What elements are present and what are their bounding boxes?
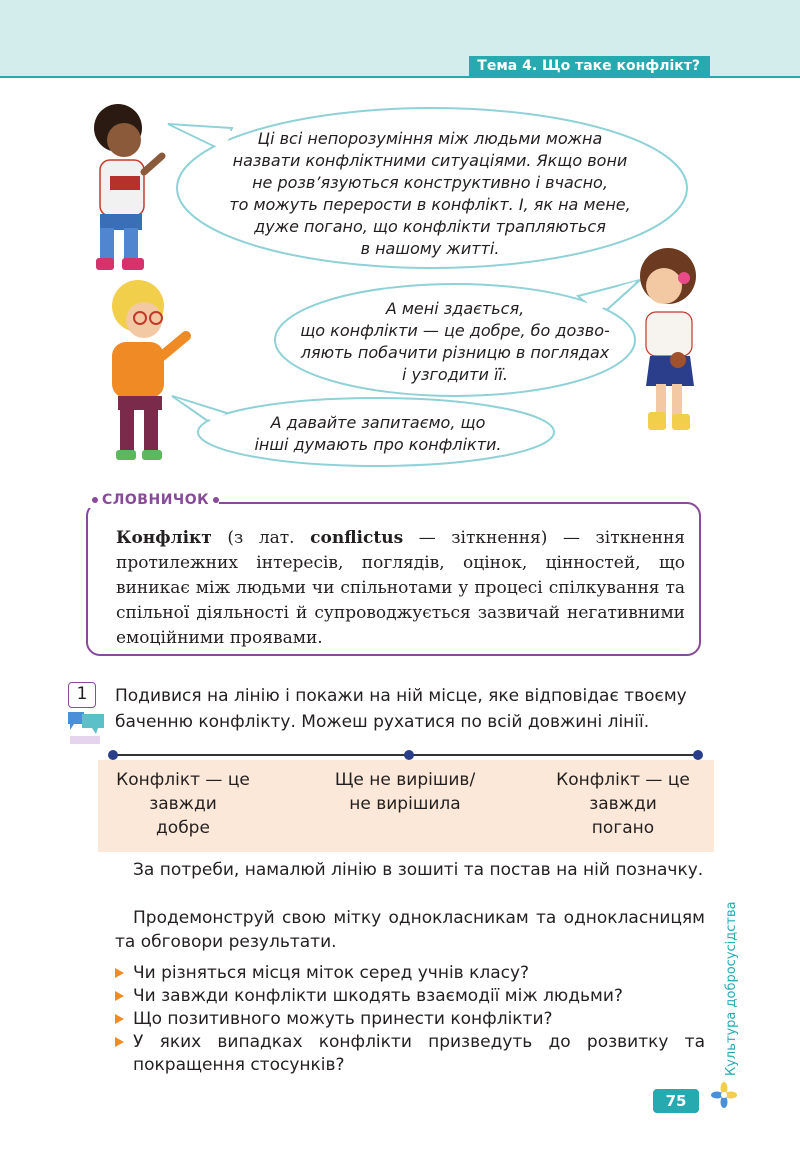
- speech-line: то можуть перерости в конфлікт. І, як на мене,: [229, 195, 631, 214]
- speech-line: інші думають про конфлікти.: [254, 435, 502, 454]
- character-boy-curly: [94, 104, 162, 270]
- question-list: [113, 962, 705, 1077]
- paragraph-draw-line: За потреби, намалюй лінію в зошиті та постав на ній позначку.: [133, 860, 704, 880]
- discussion-icon: [66, 710, 106, 746]
- character-boy-glasses: [112, 280, 186, 460]
- glossary-label: СЛОВНИЧОК: [86, 492, 219, 508]
- speech-line: А мені здається,: [385, 299, 525, 318]
- character-girl: [640, 248, 696, 430]
- speech-line: і узгодити її.: [402, 365, 508, 384]
- glossary-text: [116, 526, 685, 651]
- speech-line: назвати конфліктними ситуаціями. Якщо вони: [232, 151, 628, 170]
- bullet-arrow-icon: [115, 991, 124, 1001]
- glossary-definition: зіткнення протилежних інтересів, поглядів, оцінок, цінностей, що виникає між людьми чи спільнотами у процесі спілкування та спільної діяльності й супроводжується зазвичай негативними емоційними проявами.: [116, 528, 686, 648]
- speech-line: ляють побачити різницю в поглядах: [300, 343, 610, 362]
- glossary-latin: conflictus: [310, 528, 404, 548]
- list-item: Чи завжди конфлікти шкодять взаємодії між людьми?: [113, 985, 705, 1008]
- speech-line: не розв’язуються конструктивно і вчасно,: [252, 173, 608, 192]
- scale-label-left: Конфлікт — це завжди добре: [116, 770, 250, 838]
- topic-title: Тема 4. Що таке конфлікт?: [469, 56, 710, 78]
- list-item: Чи різняться місця міток серед учнів класу?: [113, 962, 705, 985]
- flower-icon: [711, 1082, 737, 1108]
- glossary-origin: (з лат.: [211, 528, 311, 548]
- list-item: У яких випадках конфлікти призведуть до розвитку та покращення стосунків?: [113, 1031, 705, 1077]
- scale-point-right[interactable]: [693, 750, 703, 760]
- bullet-arrow-icon: [115, 968, 124, 978]
- speech-line: А давайте запитаємо, що: [270, 413, 486, 432]
- dot-icon: [92, 497, 98, 503]
- section-label: Культура добросусідства: [724, 901, 739, 1076]
- list-item: Що позитивного можуть принести конфлікти?: [113, 1008, 705, 1031]
- task-instruction: Подивися на лінію і покажи на ній місце, яке відповідає твоєму баченню конфлікту. Можеш рухатися по всій довжині лінії.: [115, 686, 687, 732]
- scale-label-middle: Ще не вирішив/ не вирішила: [334, 770, 476, 814]
- paragraph-discuss: Продемонструй свою мітку однокласникам та однокласницям та обговори результати.: [115, 908, 705, 952]
- speech-line: в нашому житті.: [360, 239, 500, 258]
- dot-icon: [213, 497, 219, 503]
- speech-text-1: [200, 128, 660, 260]
- task-number: 1: [68, 682, 96, 708]
- speech-line: що конфлікти — це добре, бо дозво-: [300, 321, 610, 340]
- glossary-box: [86, 502, 701, 656]
- scale-label-right: Конфлікт — це завжди погано: [556, 770, 690, 838]
- glossary-term: Конфлікт: [116, 528, 212, 548]
- scale-point-left[interactable]: [108, 750, 118, 760]
- speech-text-3: [218, 412, 538, 456]
- page-number: 75: [653, 1089, 699, 1113]
- glossary-origin-rest: — зіткнення) —: [403, 528, 596, 548]
- speech-line: дуже погано, що конфлікти трапляються: [254, 217, 606, 236]
- speech-line: Ці всі непорозуміння між людьми можна: [257, 129, 603, 148]
- speech-text-2: [280, 298, 630, 386]
- bullet-arrow-icon: [115, 1014, 124, 1024]
- bullet-arrow-icon: [115, 1037, 124, 1047]
- scale-point-middle[interactable]: [404, 750, 414, 760]
